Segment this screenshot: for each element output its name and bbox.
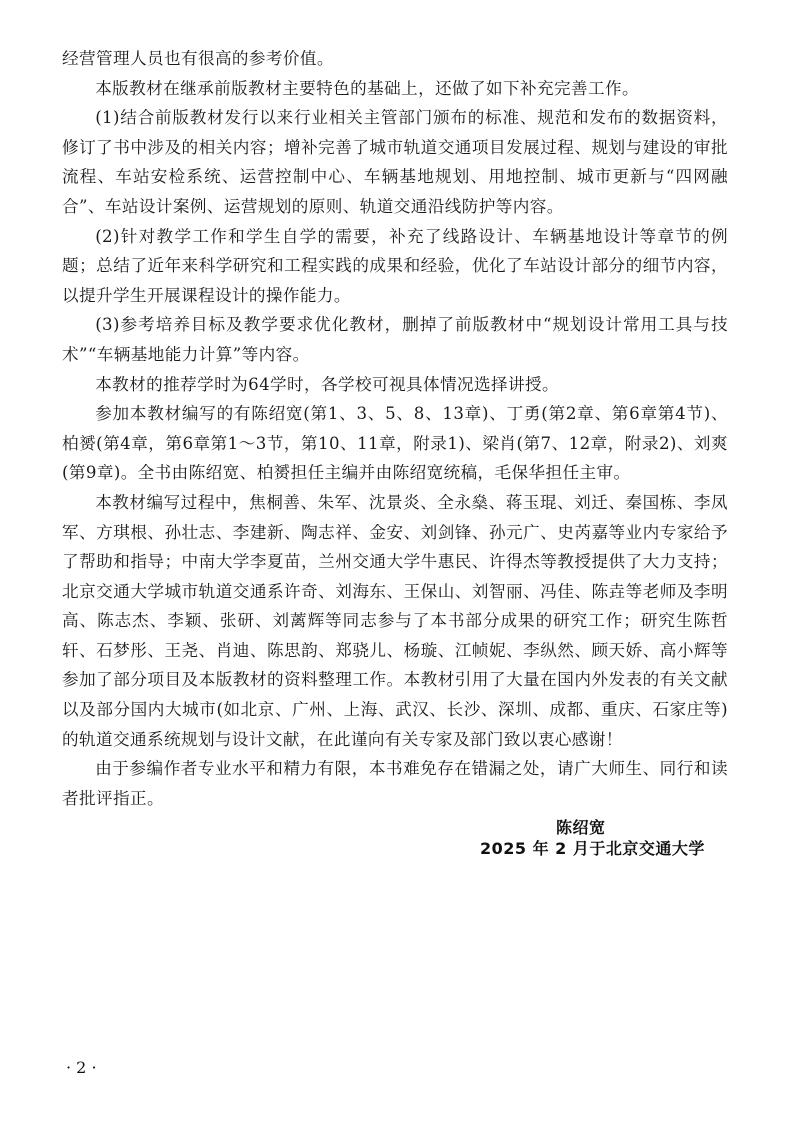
paragraph-closing: 由于参编作者专业水平和精力有限，本书难免存在错漏之处，请广大师生、同行和读者批评指正。 xyxy=(62,759,728,808)
paragraph-authors: 参加本教材编写的有陈绍宽(第1、3、5、8、13章)、丁勇(第2章、第6章第4节)、柏赟(第4章，第6章第1～3节，第10、11章，附录1)、梁肖(第7、12章，附录2)、刘爽(第9章)。全书由陈绍宽、柏赟担任主编并由陈绍宽统稿，毛保华担任主审。 xyxy=(62,404,728,483)
paragraph-hours: 本教材的推荐学时为64学时，各学校可视具体情况选择讲授。 xyxy=(95,374,559,394)
paragraph-item-1: (1)结合前版教材发行以来行业相关主管部门颁布的标准、规范和发布的数据资料，修订了书中涉及的相关内容；增补完善了城市轨道交通项目发展过程、规划与建设的审批流程、车站安检系统、运营控制中心、车辆基地规划、用地控制、城市更新与“四网融合”、车站设计案例、运营规划的原则、轨道交通沿线防护等内容。 xyxy=(62,108,728,216)
paragraph-item-3: (3)参考培养目标及教学要求优化教材，删掉了前版教材中“规划设计常用工具与技术”“车辆基地能力计算”等内容。 xyxy=(62,315,728,364)
signature-name: 陈绍宽 xyxy=(556,818,606,837)
paragraph-item-2: (2)针对教学工作和学生自学的需要，补充了线路设计、车辆基地设计等章节的例题；总结了近年来科学研究和工程实践的成果和经验，优化了车站设计部分的细节内容，以提升学生开展课程设计的操作能力。 xyxy=(62,226,728,305)
paragraph-intro: 本版教材在继承前版教材主要特色的基础上，还做了如下补充完善工作。 xyxy=(95,78,639,98)
paragraph-continuation: 经营管理人员也有很高的参考价值。 xyxy=(62,49,334,68)
paragraph-acknowledgements: 本教材编写过程中，焦桐善、朱军、沈景炎、全永燊、蒋玉琨、刘迁、秦国栋、李凤军、方琪根、孙壮志、李建新、陶志祥、金安、刘剑锋、孙元广、史芮嘉等业内专家给予了帮助和指导；中南大学李夏苗，兰州交通大学牛惠民、许得杰等教授提供了大力支持；北京交通大学城市轨道交通系许奇、刘海东、王保山、刘智丽、冯佳、陈垚等老师及李明高、陈志杰、李颖、张研、刘蓠辉等同志参与了本书部分成果的研究工作；研究生陈哲轩、石梦彤、王尧、肖迪、陈思韵、郑骁儿、杨璇、江帧妮、李纵然、顾天娇、高小辉等参加了部分项目及本版教材的资料整理工作。本教材引用了大量在国内外发表的有关文献以及部分国内大城市(如北京、广州、上海、武汉、长沙、深圳、成都、重庆、石家庄等)的轨道交通系统规划与设计文献，在此谨向有关专家及部门致以衷心感谢！ xyxy=(62,492,728,749)
document-body xyxy=(62,44,728,813)
page-number: · 2 · xyxy=(66,1058,97,1077)
signature-date: 2025 年 2 月于北京交通大学 xyxy=(480,839,705,858)
